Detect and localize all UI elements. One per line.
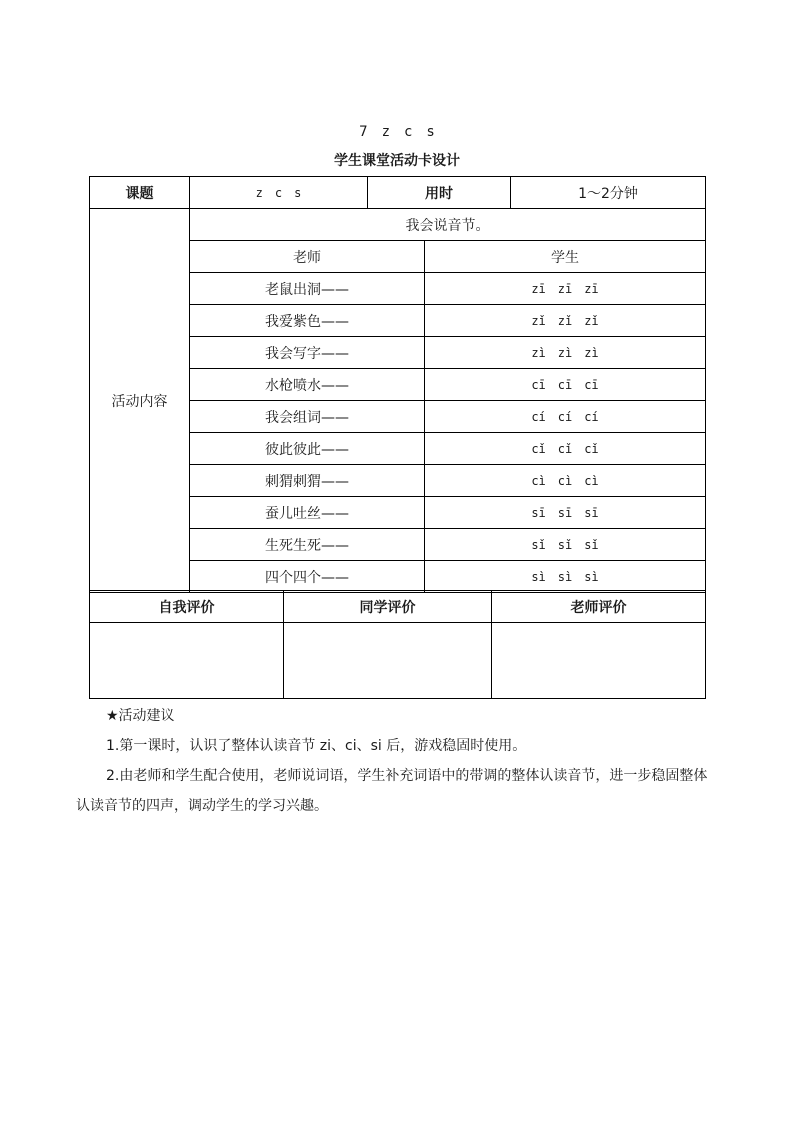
suggestion-item: 1.第一课时，认识了整体认读音节 zi、ci、si 后，游戏稳固时使用。 bbox=[106, 738, 527, 754]
teacher-phrase: 彼此彼此—— bbox=[190, 433, 425, 465]
teacher-phrase: 我爱紫色—— bbox=[190, 305, 425, 337]
activity-card-table bbox=[89, 176, 706, 593]
student-syllables: cì cì cì bbox=[425, 465, 706, 497]
suggestions-heading: ★活动建议 bbox=[106, 708, 175, 724]
teacher-phrase: 水枪喷水—— bbox=[190, 369, 425, 401]
student-syllables: cǐ cǐ cǐ bbox=[425, 433, 706, 465]
teacher-phrase: 四个四个—— bbox=[190, 561, 425, 593]
header-row bbox=[90, 177, 706, 209]
lesson-title: 7 z c s bbox=[359, 124, 435, 140]
self-eval-header: 自我评价 bbox=[90, 591, 284, 623]
student-header: 学生 bbox=[425, 241, 706, 273]
student-syllables: zī zī zī bbox=[425, 273, 706, 305]
student-syllables: zǐ zǐ zǐ bbox=[425, 305, 706, 337]
topic-value: z c s bbox=[190, 177, 368, 209]
time-label: 用时 bbox=[368, 177, 511, 209]
peer-eval-cell[interactable] bbox=[284, 623, 492, 699]
student-syllables: cī cī cī bbox=[425, 369, 706, 401]
teacher-eval-header: 老师评价 bbox=[492, 591, 706, 623]
teacher-phrase: 我会写字—— bbox=[190, 337, 425, 369]
self-eval-cell[interactable] bbox=[90, 623, 284, 699]
suggestion-item: 2.由老师和学生配合使用，老师说词语，学生补充词语中的带调的整体认读音节，进一步稳固整体认读音节的四声，调动学生的学习兴趣。 bbox=[76, 768, 708, 814]
peer-eval-header: 同学评价 bbox=[284, 591, 492, 623]
student-syllables: zì zì zì bbox=[425, 337, 706, 369]
teacher-phrase: 老鼠出洞—— bbox=[190, 273, 425, 305]
teacher-eval-cell[interactable] bbox=[492, 623, 706, 699]
card-title: 学生课堂活动卡设计 bbox=[334, 153, 460, 169]
student-syllables: cí cí cí bbox=[425, 401, 706, 433]
teacher-phrase: 生死生死—— bbox=[190, 529, 425, 561]
time-value: 1～2分钟 bbox=[511, 177, 706, 209]
evaluation-table bbox=[89, 590, 706, 699]
topic-label: 课题 bbox=[90, 177, 190, 209]
activity-subtitle: 我会说音节。 bbox=[190, 209, 706, 241]
student-syllables: sī sī sī bbox=[425, 497, 706, 529]
suggestions bbox=[76, 701, 716, 821]
student-syllables: sǐ sǐ sǐ bbox=[425, 529, 706, 561]
teacher-header: 老师 bbox=[190, 241, 425, 273]
activity-label: 活动内容 bbox=[90, 209, 190, 593]
student-syllables: sì sì sì bbox=[425, 561, 706, 593]
teacher-phrase: 蚕儿吐丝—— bbox=[190, 497, 425, 529]
teacher-phrase: 刺猬刺猬—— bbox=[190, 465, 425, 497]
teacher-phrase: 我会组词—— bbox=[190, 401, 425, 433]
